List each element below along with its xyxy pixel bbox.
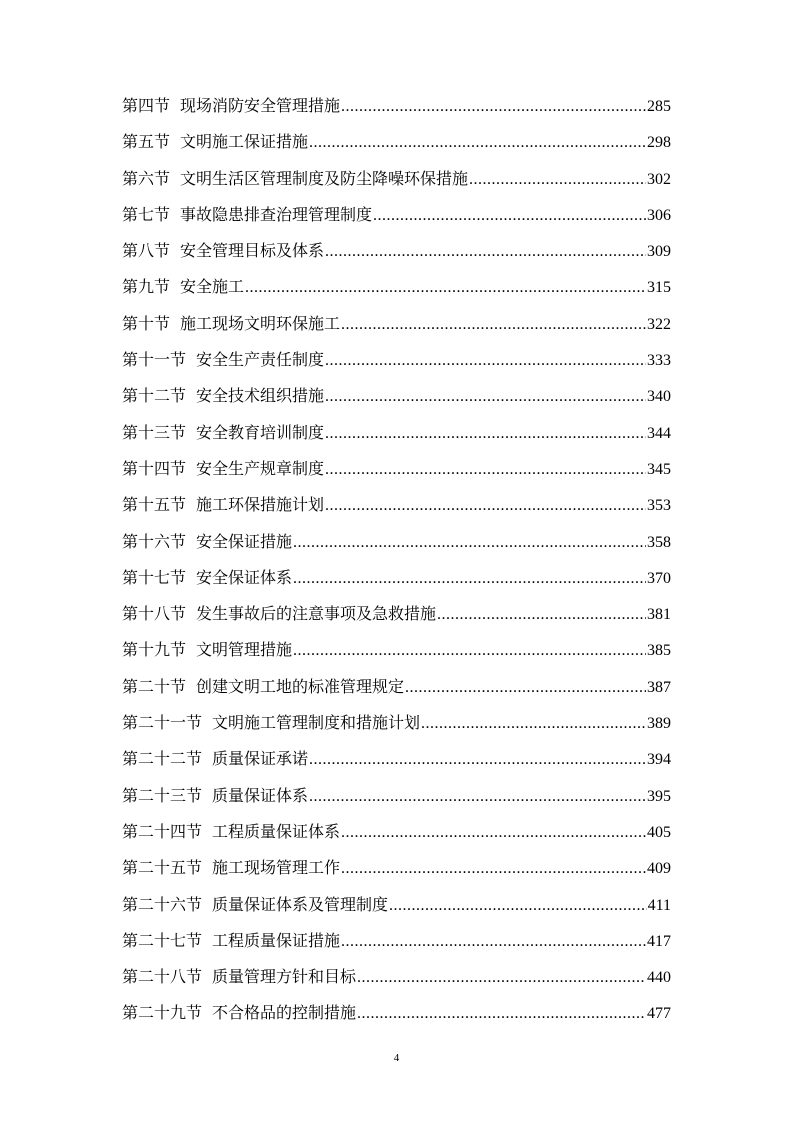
toc-entry-title: 安全保证措施: [196, 531, 293, 551]
toc-dot-leader: [341, 924, 646, 960]
toc-page-number: 285: [647, 98, 671, 115]
toc-entry[interactable]: [122, 850, 671, 886]
toc-dot-leader: [373, 198, 646, 234]
toc-dot-leader: [293, 525, 646, 561]
toc-page-number: 395: [647, 787, 671, 805]
toc-entry[interactable]: [122, 923, 671, 959]
toc-entry-title: 安全施工: [180, 277, 245, 297]
toc-entry[interactable]: [122, 415, 671, 451]
toc-section-number: 第十三节: [122, 422, 187, 442]
toc-section-number: 第八节: [122, 241, 171, 261]
toc-entry-title: 质量保证体系及管理制度: [212, 894, 389, 914]
toc-page-number: 477: [647, 1005, 671, 1023]
toc-entry-title: 质量保证体系: [212, 785, 309, 805]
toc-dot-leader: [325, 343, 646, 379]
toc-entry-title: 施工现场管理工作: [212, 858, 341, 878]
toc-section-number: 第十五节: [122, 495, 187, 515]
toc-entry-title: 安全教育培训制度: [196, 422, 325, 442]
toc-section-number: 第五节: [122, 132, 171, 152]
toc-entry-title: 文明施工管理制度和措施计划: [212, 713, 421, 733]
toc-dot-leader: [357, 996, 646, 1032]
toc-entry[interactable]: [122, 814, 671, 850]
toc-dot-leader: [421, 706, 646, 742]
toc-section-number: 第二十节: [122, 676, 187, 696]
toc-entry[interactable]: [122, 560, 671, 596]
toc-section-number: 第十六节: [122, 531, 187, 551]
toc-section-number: 第十八节: [122, 604, 187, 624]
toc-dot-leader: [469, 162, 646, 198]
toc-page-number: 309: [647, 243, 671, 261]
toc-page-number: 411: [647, 896, 671, 914]
toc-dot-leader: [325, 452, 646, 488]
toc-section-number: 第六节: [122, 168, 171, 188]
toc-dot-leader: [325, 488, 646, 524]
toc-section-number: 第二十一节: [122, 713, 203, 733]
toc-entry[interactable]: [122, 342, 671, 378]
toc-page-number: 440: [647, 969, 671, 987]
toc-entry[interactable]: [122, 233, 671, 269]
toc-page-number: 298: [647, 134, 671, 152]
toc-dot-leader: [341, 307, 646, 343]
toc-page-number: 344: [647, 424, 671, 442]
toc-entry-title: 发生事故后的注意事项及急救措施: [196, 604, 437, 624]
toc-entry-title: 工程质量保证措施: [212, 930, 341, 950]
toc-entry-title: 文明管理措施: [196, 640, 293, 660]
toc-entry-title: 工程质量保证体系: [212, 821, 341, 841]
toc-entry[interactable]: [122, 197, 671, 233]
toc-dot-leader: [309, 742, 646, 778]
toc-section-number: 第二十八节: [122, 967, 203, 987]
toc-section-number: 第十二节: [122, 386, 187, 406]
toc-entry[interactable]: [122, 451, 671, 487]
toc-section-number: 第二十六节: [122, 894, 203, 914]
table-of-contents: [122, 88, 671, 1032]
toc-dot-leader: [245, 270, 646, 306]
toc-page-number: 306: [647, 206, 671, 224]
toc-page-number: 333: [647, 352, 671, 370]
toc-entry[interactable]: [122, 632, 671, 668]
toc-section-number: 第十节: [122, 313, 171, 333]
toc-dot-leader: [437, 597, 646, 633]
toc-page-number: 358: [647, 533, 671, 551]
toc-entry-title: 质量保证承诺: [212, 749, 309, 769]
toc-page-number: 322: [647, 315, 671, 333]
toc-entry[interactable]: [122, 269, 671, 305]
toc-dot-leader: [341, 851, 646, 887]
toc-entry-title: 施工现场文明环保施工: [180, 313, 341, 333]
toc-entry[interactable]: [122, 124, 671, 160]
toc-page-number: 381: [647, 606, 671, 624]
toc-section-number: 第四节: [122, 96, 171, 115]
toc-entry-title: 现场消防安全管理措施: [180, 96, 341, 115]
toc-dot-leader: [325, 416, 646, 452]
toc-entry[interactable]: [122, 88, 671, 124]
toc-page-number: 340: [647, 388, 671, 406]
toc-dot-leader: [293, 561, 646, 597]
toc-section-number: 第十九节: [122, 640, 187, 660]
toc-page-number: 385: [647, 642, 671, 660]
toc-section-number: 第二十二节: [122, 749, 203, 769]
toc-section-number: 第十七节: [122, 567, 187, 587]
toc-entry-title: 安全生产规章制度: [196, 458, 325, 478]
toc-entry[interactable]: [122, 995, 671, 1031]
toc-page-number: 370: [647, 569, 671, 587]
toc-entry-title: 安全管理目标及体系: [180, 241, 325, 261]
toc-entry-title: 质量管理方针和目标: [212, 967, 357, 987]
toc-entry-title: 安全技术组织措施: [196, 386, 325, 406]
toc-entry-title: 文明施工保证措施: [180, 132, 309, 152]
toc-entry[interactable]: [122, 705, 671, 741]
toc-entry-title: 文明生活区管理制度及防尘降噪环保措施: [180, 168, 469, 188]
toc-entry-title: 安全保证体系: [196, 567, 293, 587]
toc-entry[interactable]: [122, 378, 671, 414]
toc-entry-title: 创建文明工地的标准管理规定: [196, 676, 405, 696]
toc-page-number: 387: [647, 678, 671, 696]
toc-dot-leader: [389, 888, 647, 924]
toc-section-number: 第二十四节: [122, 821, 203, 841]
toc-page-number: 315: [647, 279, 671, 297]
toc-section-number: 第二十九节: [122, 1003, 203, 1023]
toc-section-number: 第二十三节: [122, 785, 203, 805]
toc-entry[interactable]: [122, 524, 671, 560]
toc-entry[interactable]: [122, 959, 671, 995]
toc-dot-leader: [341, 815, 646, 851]
toc-page-number: 405: [647, 823, 671, 841]
toc-page-number: 394: [647, 751, 671, 769]
toc-entry[interactable]: [122, 306, 671, 342]
toc-section-number: 第九节: [122, 277, 171, 297]
toc-dot-leader: [405, 670, 646, 706]
toc-dot-leader: [325, 234, 646, 270]
toc-entry[interactable]: [122, 887, 671, 923]
toc-page-number: 409: [647, 860, 671, 878]
toc-entry[interactable]: [122, 741, 671, 777]
page-number: 4: [393, 1052, 400, 1064]
toc-dot-leader: [309, 125, 646, 161]
toc-dot-leader: [293, 633, 646, 669]
toc-entry[interactable]: [122, 161, 671, 197]
toc-page-number: 389: [647, 715, 671, 733]
toc-section-number: 第七节: [122, 204, 171, 224]
toc-entry[interactable]: [122, 596, 671, 632]
toc-section-number: 第十四节: [122, 458, 187, 478]
toc-section-number: 第二十七节: [122, 930, 203, 950]
toc-entry[interactable]: [122, 669, 671, 705]
toc-section-number: 第二十五节: [122, 858, 203, 878]
toc-page-number: 345: [647, 460, 671, 478]
toc-section-number: 第十一节: [122, 350, 187, 370]
toc-dot-leader: [341, 89, 646, 125]
toc-entry[interactable]: [122, 487, 671, 523]
toc-entry-title: 施工环保措施计划: [196, 495, 325, 515]
toc-page-number: 417: [647, 932, 671, 950]
toc-entry-title: 安全生产责任制度: [196, 350, 325, 370]
toc-entry-title: 事故隐患排查治理管理制度: [180, 204, 373, 224]
toc-dot-leader: [325, 379, 646, 415]
toc-page-number: 302: [647, 170, 671, 188]
toc-entry-title: 不合格品的控制措施: [212, 1003, 357, 1023]
toc-dot-leader: [309, 779, 646, 815]
toc-entry[interactable]: [122, 778, 671, 814]
toc-dot-leader: [357, 960, 646, 996]
toc-page-number: 353: [647, 497, 671, 515]
